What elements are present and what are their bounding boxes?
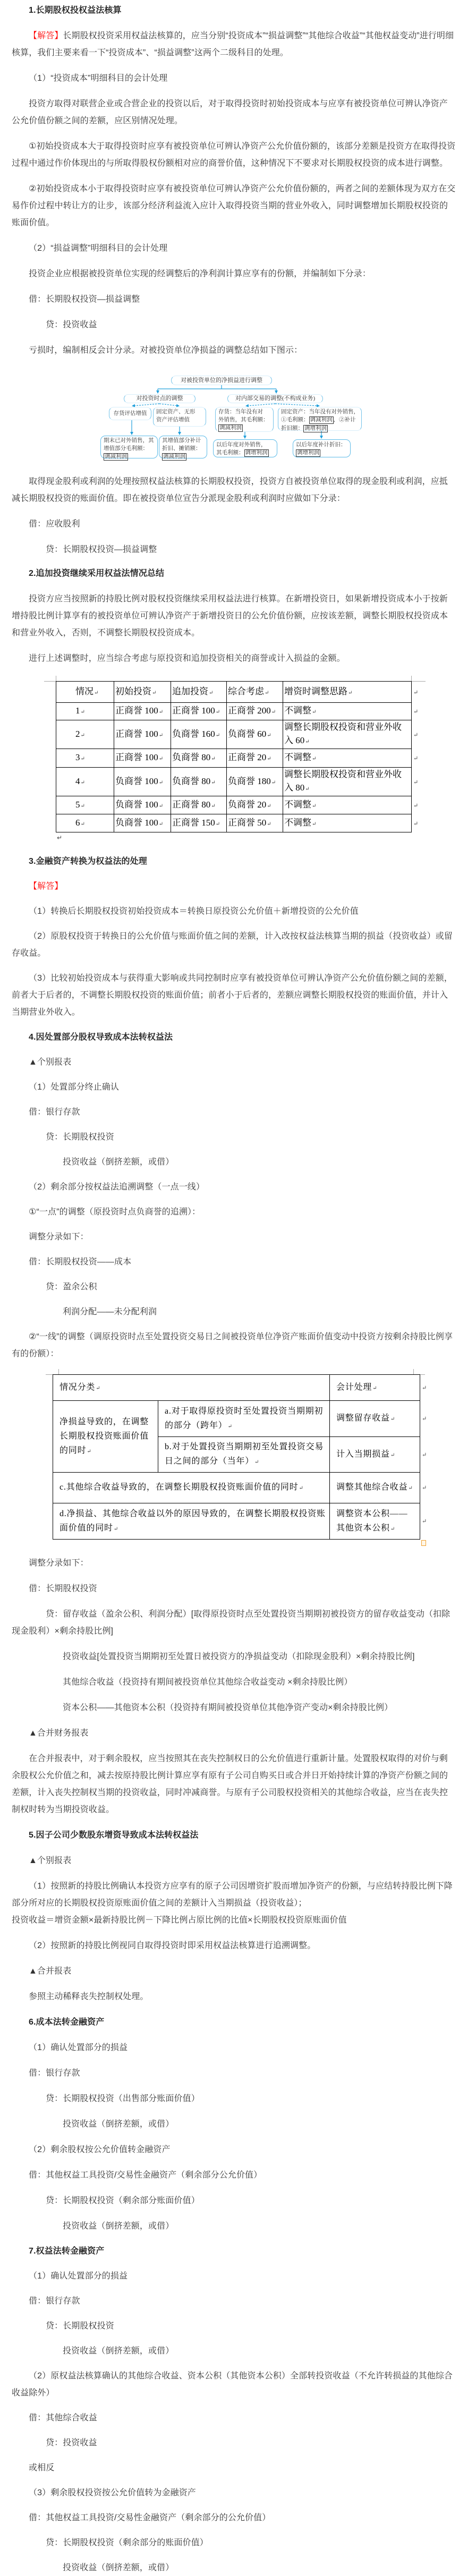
table-row [53, 1401, 429, 1437]
cell-text: 正商誉 100 ↵ [172, 705, 220, 716]
paragraph: （1）按照新的持股比例确认本投资方应享有的原子公司因增资扩股而增加净资产的份额，与应结转持股比例下降部分所对应的长期股权投资原账面价值之间的差额计入当期损益（投资收益）； [12, 1882, 453, 1908]
table-cell [56, 703, 114, 720]
table-cell [114, 703, 171, 720]
subsection-title: （2）剩余股权按公允价值转金融资产 [29, 2145, 171, 2154]
paragraph: （2）原股权投资于转换日的公允价值与账面价值之间的差额，计入改按权益法核算当期的损益（投资收益）或留存收益。 [12, 932, 453, 958]
journal-credit: 投资收益（倒挤差额，或借） [63, 2563, 174, 2572]
header-text: 情况 ↵ [75, 686, 98, 696]
node-line: 外销售，其毛利额： [218, 417, 269, 423]
table-cell [171, 768, 227, 796]
subsection-title: （3）剩余股权投资按公允价值转为金融资产 [29, 2488, 196, 2497]
cell-text: 调整长期股权投资和营业外收入 60 ↵ [284, 722, 402, 745]
table-header-row [56, 682, 419, 703]
node-label: 对内部交易的调整(不构成业务) [235, 395, 316, 402]
row-end-mark [412, 720, 419, 749]
subsection-title: （1）处置部分终止确认 [29, 1083, 119, 1092]
cell-text: 净损益导致的，在调整长期股权投资账面价值的同时 ↵ [60, 1417, 149, 1455]
cell-text: 正商誉 50 ↵ [228, 818, 271, 828]
column-header [114, 682, 171, 703]
journal-credit: 投资收益（倒挤差额，或借） [63, 2222, 174, 2231]
paragraph: ②初始投资成本小于取得投资时应享有被投资单位可辨认净资产公允价值份额的，两者之间的差额体现为双方在交易作价过程中转让方的让步，该部分经济利益流入应计入取得投资当期的营业外收入，同时调整增加长期股权投资的账面价值。 [12, 184, 456, 227]
anchor-icon [421, 1540, 426, 1546]
table-row [53, 1473, 429, 1503]
cell-text: 不调整 ↵ [284, 705, 316, 716]
node-line: 以后年度对外销售， [216, 442, 267, 448]
header-text: 情况分类 ↵ [60, 1383, 100, 1392]
node-line: 期末已对外销售，其 [104, 438, 154, 444]
cell-text: 调整资本公积——其他资本公积 ↵ [336, 1509, 407, 1533]
paragraph: 取得现金股利或利润的处理按照权益法核算的长期股权投资，投资方自被投资单位取得的现金股利或利润，应抵减长期股权投资的账面价值。即在被投资单位宣告分派现金股利或利润时应做如下分录： [12, 477, 448, 503]
journal-credit: 贷：长期股权投资 [46, 2322, 114, 2331]
paragraph: （3）比较初始投资成本与获得重大影响或共同控制时应享有被投资单位可辨认净资产公允价值份额之间的差额，前者大于后者的，不调整长期股权投资的账面价值；前者小于后者的，差额应调整长期股权投资的账面价值，并计入当期营业外收入。 [12, 974, 453, 1017]
cell-text: 负商誉 100 ↵ [115, 818, 163, 828]
crop-mark [411, 676, 412, 681]
row-end-mark [420, 1437, 429, 1473]
paragraph: 进行上述调整时，应当综合考虑与原投资和追加投资相关的商誉或计入损益的金额。 [29, 654, 345, 663]
table-cell [56, 768, 114, 796]
table-header-row [53, 1375, 429, 1401]
node-line: 折旧、摊销额： [162, 446, 201, 452]
paragraph: （2）按照新的持股比例视同自取得投资时即采用权益法核算进行追溯调整。 [29, 1941, 316, 1950]
table-cell [227, 796, 283, 814]
table-cell-group [53, 1401, 158, 1473]
table-cell [330, 1503, 420, 1540]
cell-text: 正商誉 100 ↵ [115, 729, 163, 739]
journal-credit: 贷：留存收益（盈余公积、利润分配）[取得原投资时点至处置投资当期期初被投资方的留存收益变动（扣除现金股利）×剩余持股比例] [12, 1610, 450, 1636]
node-label: 对投资时点的调整 [136, 395, 183, 402]
table-row [56, 720, 419, 749]
cell-text: 5 ↵ [75, 800, 85, 810]
row-end-mark [420, 1503, 429, 1540]
node-line: 增值部分毛利额： [104, 446, 148, 452]
answer-paragraph [12, 28, 456, 62]
journal-credit: 利润分配——未分配利润 [63, 1307, 157, 1316]
table-cell [56, 796, 114, 814]
table-cell [283, 749, 412, 768]
column-header [283, 682, 412, 703]
section-7 [12, 2243, 456, 2576]
profit-decrease-tag: 调减利润 [219, 425, 242, 431]
journal-credit: 贷：盈余公积 [46, 1282, 97, 1291]
journal-debit: 借：银行存款 [29, 1108, 80, 1117]
table-row [56, 814, 419, 832]
diagram-node-internal-fixed-asset-result [293, 439, 351, 457]
diagram-root-node [171, 376, 272, 385]
row-end-mark [412, 749, 419, 768]
node-line: 固定资产：当年没有对外销售， [281, 409, 359, 415]
table-row [56, 703, 419, 720]
node-line: 其增值部分补计 [162, 438, 201, 444]
cell-text: 负商誉 20 ↵ [228, 800, 271, 810]
table-cell [53, 1473, 330, 1503]
paragraph: 投资方取得对联营企业或合营企业的投资以后，对于取得投资时初始投资成本与应享有被投资单位可辨认净资产公允价值份额之间的差额，应区别情况处理。 [12, 99, 448, 125]
header-text: 会计处理 ↵ [336, 1383, 377, 1392]
journal-debit: 借：长期股权投资——成本 [29, 1257, 132, 1266]
table-row [53, 1503, 429, 1540]
paragraph: 投资方应当按照新的持股比例对股权投资继续采用权益法进行核算。在新增投资日，如果新增投资成本小于按新增持股比例计算享有的被投资单位可辨认净资产于新增投资日的公允价值份额，应按该差额，调整长期股权投资成本和营业外收入，否则，不调整长期股权投资成本。 [12, 594, 448, 637]
journal-credit: 贷：长期股权投资 [46, 1133, 114, 1142]
table-cell [114, 768, 171, 796]
row-end-mark [412, 814, 419, 832]
profit-increase-tag: 调增利润 [245, 450, 268, 456]
table-cell [171, 720, 227, 749]
header-text: 综合考虑 ↵ [228, 686, 269, 696]
journal-debit: 借：长期股权投资—损益调整 [29, 295, 140, 304]
table-cell [227, 768, 283, 796]
journal-debit: 借：应收股利 [29, 520, 80, 529]
diagram-node-inventory-appraisal [109, 407, 151, 420]
row-end-mark [420, 1473, 429, 1503]
paragraph: 亏损时，编制相反会计分录。对被投资单位净损益的调整总结如下图示： [29, 346, 303, 355]
section-heading: 1.长期股权投权益法核算 [29, 6, 122, 15]
cell-text: 正商誉 100 ↵ [115, 752, 163, 762]
paragraph: 投资企业应根据被投资单位实现的经调整后的净利润计算应享有的份额，并编制如下分录： [29, 269, 371, 278]
table-row [56, 768, 419, 796]
one-line-adjustment-table [53, 1374, 429, 1540]
table-cell [114, 814, 171, 832]
column-header [56, 682, 114, 703]
table-cell [56, 814, 114, 832]
table-cell [283, 768, 412, 796]
table-cell [114, 796, 171, 814]
table-cell [330, 1401, 420, 1437]
table-cell [158, 1437, 330, 1473]
cell-text: 计入当期损益 ↵ [336, 1450, 395, 1459]
cell-text: 正商誉 200 ↵ [228, 705, 276, 716]
node-label: 对被投资单位的净损益进行调整 [181, 377, 262, 384]
table-cell [283, 720, 412, 749]
subsection-title: （2）剩余部分按权益法追溯调整（一点一线） [29, 1183, 205, 1192]
row-end-mark [412, 768, 419, 796]
section-2-additional-investment [12, 565, 456, 676]
cell-text: d.净损益、其他综合收益以外的原因导致的，在调整长期股权投资账面价值的同时 ↵ [60, 1509, 326, 1533]
cell-text: 调整其他综合收益 ↵ [336, 1483, 413, 1492]
profit-decrease-tag: 调减利润 [105, 454, 127, 460]
table-cell [227, 703, 283, 720]
cell-text: 负商誉 160 ↵ [172, 729, 220, 739]
diagram-node-inventory-appraisal-result [100, 436, 158, 458]
journal-credit: 投资收益（倒挤差额，或借） [63, 2347, 174, 2356]
diagram-node-investment-date [124, 394, 196, 403]
table-cell [330, 1437, 420, 1473]
journal-credit: 其他综合收益（投资持有期间被投资单位其他综合收益变动 ×剩余持股比例） [63, 1678, 353, 1687]
cell-text: 负商誉 180 ↵ [228, 776, 276, 786]
diagram-node-internal-fixed-asset [278, 407, 362, 431]
crop-mark [44, 681, 56, 682]
diagram-node-internal-inventory-result [213, 439, 277, 457]
cell-text: 正商誉 80 ↵ [172, 800, 216, 810]
section-heading: 6.成本法转金融资产 [29, 2018, 105, 2027]
journal-debit: 借：银行存款 [29, 2297, 80, 2306]
paragraph: 参照主动稀释丧失控制权处理。 [29, 1992, 149, 2001]
cell-text: 正商誉 20 ↵ [228, 752, 271, 762]
node-text: 其毛利额： [216, 450, 244, 456]
cell-text: 负商誉 60 ↵ [228, 729, 271, 739]
node-line [281, 416, 359, 424]
cell-text: a.对于取得原投资时至处置投资当期期初的部分（跨年） ↵ [165, 1407, 323, 1430]
paragraph: ①“一点”的调整（原投资时点负商誉的追溯）： [29, 1208, 201, 1217]
cell-text: 正商誉 100 ↵ [115, 705, 163, 716]
section-5-and-6 [12, 1827, 456, 2243]
node-line: 以后年度补计折旧： [296, 442, 346, 448]
cell-text: 2 ↵ [75, 729, 85, 739]
cell-text: 不调整 ↵ [284, 752, 316, 762]
node-line [281, 424, 359, 433]
table-cell [56, 749, 114, 768]
cell-text: 负商誉 80 ↵ [172, 752, 216, 762]
table-cell [171, 703, 227, 720]
subsection-title: （2）“损益调整”明细科目的会计处理 [29, 244, 168, 253]
cell-text: 3 ↵ [75, 752, 85, 762]
paragraph: ②“一线”的调整（调原投资时点至处置投资交易日之间被投资单位净资产账面价值变动中投资方按剩余持股比例享有的份额）： [12, 1332, 453, 1358]
section-heading: 5.因子公司少数股东增资导致成本法转权益法 [29, 1831, 199, 1840]
node-text: ，②补计 [333, 417, 356, 423]
section-1-dividends [12, 473, 456, 567]
column-header [227, 682, 283, 703]
journal-credit: 投资收益（倒挤差额，或借） [63, 1158, 174, 1167]
section-heading: 3.金融资产转换为权益法的处理 [29, 857, 147, 866]
journal-debit: 借：银行存款 [29, 2069, 80, 2078]
table-cell [171, 814, 227, 832]
answer-label: 【解答】 [29, 31, 63, 40]
cell-text: 4 ↵ [75, 776, 85, 786]
header-text: 增资时调整思路 ↵ [284, 686, 352, 696]
net-profit-adjustment-diagram [100, 373, 362, 460]
header-text: 追加投资 ↵ [172, 686, 213, 696]
node-line: 资产评估增值 [156, 417, 190, 423]
journal-debit: 借：其他权益工具投资/交易性金融资产（剩余部分公允价值） [29, 2171, 262, 2180]
cell-text: 负商誉 100 ↵ [115, 800, 163, 810]
journal-credit: 贷：投资收益 [46, 320, 97, 329]
subsection-title: （2）原权益法核算确认的其他综合收益、资本公积（其他资本公积）全部转投资收益（不允许转损益的其他综合收益除外） [12, 2371, 453, 2398]
journal-debit: 借：其他权益工具投资/交易性金融资产（剩余部分的公允价值） [29, 2513, 271, 2522]
table-cell [56, 720, 114, 749]
paragraph: 调整分录如下： [29, 1232, 89, 1242]
section-heading: 7.权益法转金融资产 [29, 2247, 105, 2256]
node-line: 存货：当年没有对 [218, 409, 263, 415]
journal-credit: 贷：长期股权投资—损益调整 [46, 545, 157, 554]
row-end-mark [412, 703, 419, 720]
paragraph: 或相反 [29, 2463, 55, 2472]
profit-increase-tag: 调增利润 [297, 450, 319, 456]
paragraph: 调整分录如下： [29, 1559, 89, 1568]
paragraph: 在合并报表中，对于剩余股权，应当按照其在丧失控制权日的公允价值进行重新计量。处置股权取得的对价与剩余股权公允价值之和，减去按原持股比例计算应享有原有子公司自购买日或合并日开始持续计算的净资产份额之间的差额，计入丧失控制权当期的投资收益，同时冲减商誉。与原有子公司股权投资相关的其他综合收益，应当在丧失控制权时转为当期投资收益。 [12, 1754, 448, 1814]
column-header [171, 682, 227, 703]
journal-credit: 贷：长期股权投资（出售部分账面价值） [46, 2094, 200, 2103]
cell-text: 正商誉 150 ↵ [172, 818, 220, 828]
cell-text: 1 ↵ [75, 705, 85, 716]
table-cell [171, 796, 227, 814]
cell-text: 不调整 ↵ [284, 800, 316, 810]
table-cell [171, 749, 227, 768]
section-3-and-4 [12, 853, 456, 1371]
table-cell [283, 703, 412, 720]
cell-text: 调整长期股权投资和营业外收入 80 ↵ [284, 769, 402, 793]
node-label: 存货评估增值 [113, 411, 147, 416]
crop-mark [413, 1369, 414, 1374]
section-heading: 4.因处置部分股权导致成本法转权益法 [29, 1033, 173, 1042]
journal-credit: 贷：长期股权投资（剩余部分账面价值） [46, 2196, 200, 2205]
profit-increase-tag: 调增利润 [304, 426, 327, 431]
node-text: 折旧额： [281, 426, 303, 431]
diagram-node-internal-transactions [227, 394, 323, 403]
paragraph: （1）转换后长期股权投资初始投资成本＝转换日原投资公允价值＋新增投资的公允价值 [29, 907, 359, 916]
table-row [56, 749, 419, 768]
report-label: ▲合并报表 [29, 1967, 72, 1976]
row-end-mark [412, 796, 419, 814]
profit-decrease-tag: 调减利润 [163, 454, 185, 460]
crop-mark [58, 1369, 59, 1374]
journal-credit: 贷：长期股权投资（剩余部分的账面价值） [46, 2538, 208, 2547]
diagram-node-internal-inventory [215, 407, 274, 432]
node-line: 固定资产、无形 [156, 409, 196, 415]
formula: 投资收益＝增资金额×最新持股比例－下降比例占原比例的比值×长期股权投资原账面价值 [12, 1916, 347, 1925]
table-cell [114, 720, 171, 749]
column-header [53, 1375, 330, 1401]
section-1-equity-method [12, 2, 456, 368]
report-label: ▲合并财务报表 [29, 1729, 89, 1738]
cell-text: b.对于处置投资当期期初至处置投资交易日之间的部分（当年） ↵ [165, 1442, 324, 1466]
row-end-mark [420, 1401, 429, 1437]
journal-credit: 投资收益[处置投资当期期初至处置日被投资方的净损益变动（扣除现金股利）×剩余持股比例] [63, 1652, 415, 1661]
table-cell [227, 814, 283, 832]
cell-text: 负商誉 80 ↵ [172, 776, 216, 786]
paragraph: ①初始投资成本大于取得投资时应享有被投资单位可辨认净资产公允价值份额的，该部分差额是投资方在取得投资过程中通过作价体现出的与所取得股权份额相对应的商誉价值，这种情况下不要求对长期股权投资的成本进行调整。 [12, 142, 456, 168]
cell-text: 负商誉 100 ↵ [115, 776, 163, 786]
diagram-node-fixed-asset-appraisal-result [159, 436, 207, 458]
subsection-title: （1）“投资成本”明细科目的会计处理 [29, 74, 168, 83]
table-cell [330, 1473, 420, 1503]
header-text: 初始投资 ↵ [115, 686, 156, 696]
section-4-continued [12, 1555, 456, 1827]
node-line [216, 449, 274, 457]
row-end-mark [420, 1375, 429, 1401]
cell-text: 调整留存收益 ↵ [336, 1414, 395, 1423]
table-cell [283, 796, 412, 814]
subsection-title: （1）确认处置部分的损益 [29, 2272, 128, 2281]
table-cell [53, 1503, 330, 1540]
profit-decrease-tag: 调减利润 [310, 417, 333, 423]
paragraph-mark-icon [57, 834, 62, 841]
journal-debit: 借：长期股权投资 [29, 1584, 97, 1593]
table-row [56, 796, 419, 814]
report-label: ▲个别报表 [29, 1856, 72, 1865]
table-cell [158, 1401, 330, 1437]
goodwill-adjustment-table [56, 681, 419, 832]
answer-paragraph [12, 878, 456, 895]
section-heading: 2.追加投资继续采用权益法情况总结 [29, 569, 165, 578]
journal-debit: 借：其他综合收益 [29, 2413, 97, 2422]
column-header [330, 1375, 420, 1401]
journal-credit: 投资收益（倒挤差额，或借） [63, 2120, 174, 2129]
table-cell [227, 720, 283, 749]
cell-text: 6 ↵ [75, 818, 85, 828]
cell-text: 不调整 ↵ [284, 818, 316, 828]
node-text: ①毛利额： [281, 417, 309, 423]
table-cell [227, 749, 283, 768]
diagram-node-fixed-asset-appraisal [153, 407, 206, 427]
answer-text: 长期股权投资采用权益法核算的，应当分别“投资成本”“损益调整”“其他综合收益”“其他权益变动”进行明细核算，我们主要来看一下“投资成本”、“损益调整”这两个二级科目的处理。 [12, 31, 454, 57]
journal-credit: 贷：投资收益 [46, 2438, 97, 2447]
cell-text: c.其他综合收益导致的，在调整长期股权投资账面价值的同时 ↵ [60, 1483, 303, 1492]
table-cell [114, 749, 171, 768]
row-end-mark [412, 682, 419, 703]
answer-label: 【解答】 [29, 882, 63, 891]
table-cell [283, 814, 412, 832]
report-label: ▲个别报表 [29, 1058, 72, 1067]
subsection-title: （1）确认处置部分的损益 [29, 2043, 128, 2052]
journal-credit: 资本公积——其他资本公积（投资持有期间被投资单位其他净资产变动×剩余持股比例） [63, 1703, 393, 1712]
